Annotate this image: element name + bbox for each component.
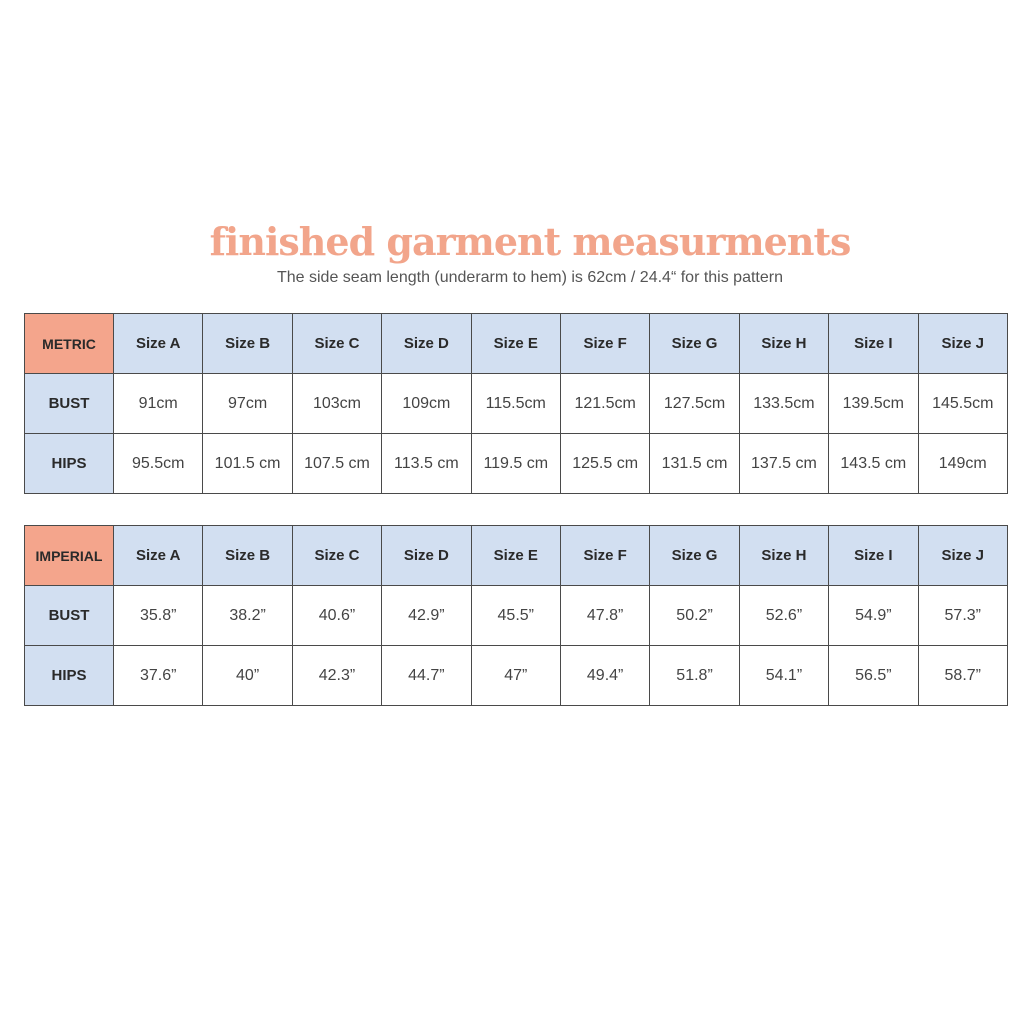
measurement-cell: 95.5cm [114,434,203,494]
metric-label: METRIC [25,314,114,374]
row-label: HIPS [25,646,114,706]
imperial-table [24,525,1008,706]
size-header: Size D [382,526,471,586]
measurement-cell: 133.5cm [739,374,828,434]
measurement-cell: 91cm [114,374,203,434]
page-subtitle: The side seam length (underarm to hem) is 62cm / 24.4“ for this pattern [276,269,783,286]
size-header: Size G [650,526,739,586]
size-header: Size I [829,526,918,586]
size-header: Size I [829,314,918,374]
row-label: HIPS [25,434,114,494]
size-header: Size F [560,314,649,374]
measurement-cell: 149cm [918,434,1007,494]
size-header: Size A [114,314,203,374]
size-header: Size G [650,314,739,374]
measurement-cell: 107.5 cm [292,434,381,494]
measurement-cell: 45.5” [471,586,560,646]
size-header: Size B [203,526,292,586]
row-label: BUST [25,374,114,434]
measurement-cell: 54.9” [829,586,918,646]
size-header: Size A [114,526,203,586]
measurement-cell: 97cm [203,374,292,434]
measurement-cell: 127.5cm [650,374,739,434]
size-header: Size C [292,526,381,586]
measurement-cell: 44.7” [382,646,471,706]
metric-table [24,313,1008,494]
size-header: Size H [739,526,828,586]
measurement-cell: 47” [471,646,560,706]
size-header: Size D [382,314,471,374]
measurement-cell: 37.6” [114,646,203,706]
imperial-header-row [25,526,1008,586]
size-header: Size H [739,314,828,374]
measurement-cell: 113.5 cm [382,434,471,494]
metric-header-row [25,314,1008,374]
measurement-cell: 38.2” [203,586,292,646]
measurement-cell: 137.5 cm [739,434,828,494]
size-header: Size F [560,526,649,586]
measurement-cell: 131.5 cm [650,434,739,494]
measurement-cell: 56.5” [829,646,918,706]
row-label: BUST [25,586,114,646]
measurement-cell: 58.7” [918,646,1007,706]
measurement-cell: 42.3” [292,646,381,706]
measurement-cell: 109cm [382,374,471,434]
measurement-cell: 115.5cm [471,374,560,434]
page-title: finished garment measurments [209,219,851,264]
size-header: Size E [471,314,560,374]
metric-bust-row [25,374,1008,434]
measurement-cell: 57.3” [918,586,1007,646]
measurement-cell: 40” [203,646,292,706]
measurement-cell: 125.5 cm [560,434,649,494]
measurement-cell: 145.5cm [918,374,1007,434]
measurement-cell: 119.5 cm [471,434,560,494]
measurement-cell: 50.2” [650,586,739,646]
measurement-cell: 42.9” [382,586,471,646]
imperial-hips-row [25,646,1008,706]
measurement-cell: 49.4” [560,646,649,706]
measurement-cell: 143.5 cm [829,434,918,494]
measurement-cell: 40.6” [292,586,381,646]
imperial-bust-row [25,586,1008,646]
imperial-label: IMPERIAL [25,526,114,586]
measurement-cell: 139.5cm [829,374,918,434]
size-header: Size C [292,314,381,374]
measurement-cell: 103cm [292,374,381,434]
size-header: Size J [918,314,1007,374]
measurement-cell: 47.8” [560,586,649,646]
measurement-cell: 54.1” [739,646,828,706]
size-header: Size E [471,526,560,586]
measurement-cell: 101.5 cm [203,434,292,494]
size-header: Size B [203,314,292,374]
measurement-cell: 35.8” [114,586,203,646]
metric-hips-row [25,434,1008,494]
measurement-cell: 51.8” [650,646,739,706]
measurement-cell: 52.6” [739,586,828,646]
size-header: Size J [918,526,1007,586]
measurement-cell: 121.5cm [560,374,649,434]
